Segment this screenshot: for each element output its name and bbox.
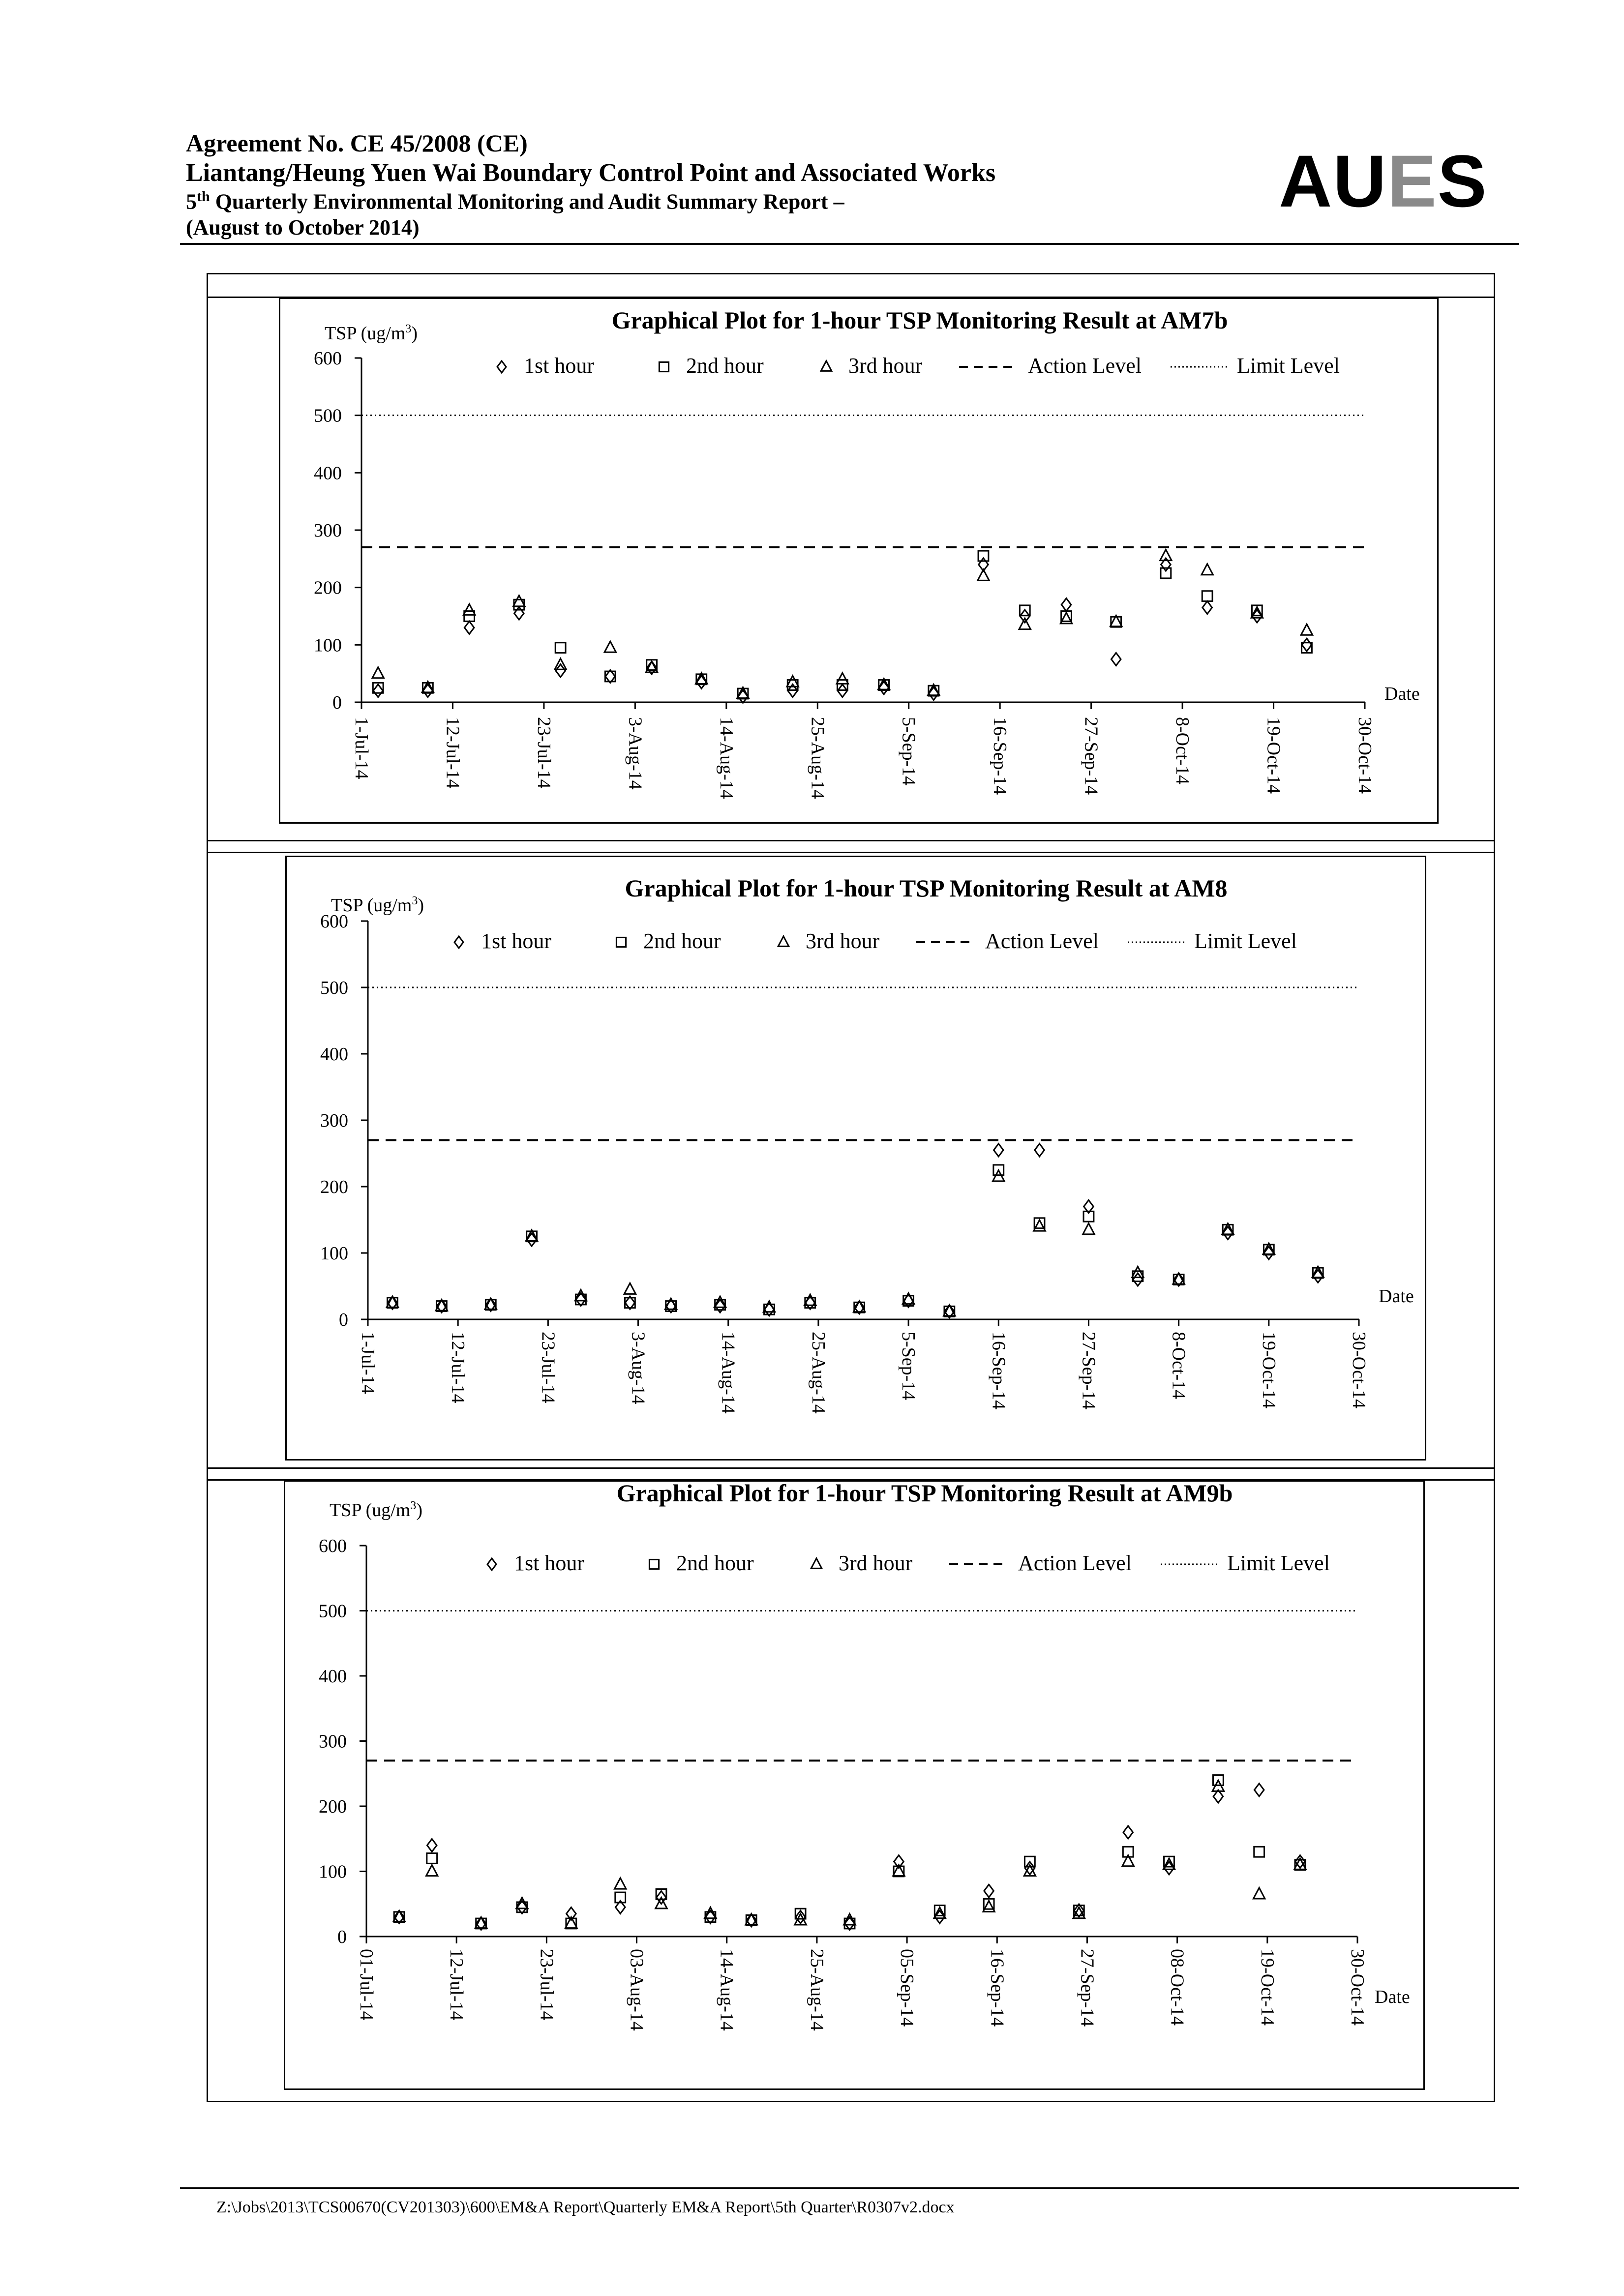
chart-am8	[287, 857, 1428, 1462]
series-triangle	[387, 1170, 1323, 1316]
y-tick-label: 300	[319, 1731, 347, 1752]
data-point	[1203, 601, 1212, 614]
data-point	[1254, 1784, 1264, 1796]
chart-panel-am7b	[279, 298, 1439, 824]
x-tick-label: 19-Oct-14	[1263, 717, 1284, 794]
y-tick-label: 600	[320, 911, 348, 932]
x-tick-label: 30-Oct-14	[1354, 717, 1375, 794]
frame-divider-2	[208, 1467, 1494, 1469]
x-tick-label: 19-Oct-14	[1258, 1332, 1279, 1409]
y-tick-label: 600	[314, 348, 342, 369]
data-point	[514, 607, 524, 620]
data-point	[1202, 591, 1212, 601]
legend-marker-square	[659, 362, 668, 371]
agreement-number: Agreement No. CE 45/2008 (CE)	[186, 129, 528, 157]
y-tick-label: 200	[319, 1796, 347, 1817]
chart-am7b	[280, 299, 1440, 825]
chart-title: Graphical Plot for 1-hour TSP Monitoring Result at AM8	[625, 874, 1228, 902]
x-tick-label: 8-Oct-14	[1172, 717, 1193, 785]
legend-label: Action Level	[1028, 354, 1142, 378]
legend-label: Limit Level	[1194, 929, 1297, 953]
data-point	[1202, 564, 1213, 575]
legend-label: 3rd hour	[839, 1551, 913, 1575]
y-tick-label: 500	[320, 978, 348, 998]
x-tick-label: 30-Oct-14	[1347, 1949, 1368, 2026]
legend-label: Limit Level	[1227, 1551, 1330, 1575]
x-tick-label: 16-Sep-14	[988, 1332, 1009, 1410]
x-tick-label: 23-Jul-14	[538, 1332, 559, 1403]
x-tick-label: 08-Oct-14	[1167, 1949, 1188, 2026]
x-tick-label: 14-Aug-14	[716, 1949, 737, 2031]
x-tick-label: 23-Jul-14	[536, 1949, 557, 2021]
legend	[454, 929, 1297, 953]
chart-title: Graphical Plot for 1-hour TSP Monitoring Result at AM7b	[611, 306, 1228, 334]
x-tick-label: 16-Sep-14	[987, 1949, 1008, 2027]
data-point	[463, 604, 475, 615]
legend-label: 1st hour	[514, 1551, 584, 1575]
legend	[497, 354, 1340, 378]
x-tick-label: 27-Sep-14	[1078, 1332, 1099, 1410]
data-point	[984, 1884, 994, 1897]
series-diamond	[373, 558, 1312, 703]
data-point	[615, 1878, 626, 1889]
legend-marker-triangle	[821, 361, 832, 371]
x-tick-label: 23-Jul-14	[533, 717, 554, 789]
x-tick-label: 27-Sep-14	[1081, 717, 1102, 795]
y-axis-label-close: )	[416, 1500, 422, 1521]
data-point	[1253, 1888, 1264, 1899]
series-square	[394, 1775, 1305, 1929]
report-quarter-number: 5	[186, 190, 197, 214]
chart-am9b	[285, 1479, 1426, 2091]
logo-text-au: AU	[1279, 140, 1387, 222]
y-tick-label: 100	[314, 635, 342, 656]
chart-title: Graphical Plot for 1-hour TSP Monitoring Result at AM9b	[616, 1479, 1233, 1507]
footer-rule	[180, 2187, 1519, 2189]
logo-text-e: E	[1387, 140, 1438, 222]
data-point	[624, 1283, 635, 1294]
legend-label: 2nd hour	[676, 1551, 754, 1575]
data-point	[1301, 624, 1312, 635]
legend-label: 3rd hour	[848, 354, 923, 378]
y-axis-label-close: )	[411, 323, 418, 344]
x-tick-label: 8-Oct-14	[1168, 1332, 1189, 1400]
report-period: (August to October 2014)	[186, 215, 420, 239]
legend-marker-triangle	[778, 936, 789, 946]
y-tick-label: 100	[319, 1861, 347, 1882]
y-tick-label: 400	[320, 1044, 348, 1065]
x-tick-label: 19-Oct-14	[1257, 1949, 1278, 2026]
aues-logo	[1279, 139, 1488, 224]
x-tick-label: 14-Aug-14	[718, 1332, 739, 1414]
x-tick-label: 12-Jul-14	[442, 717, 463, 789]
x-axis-label: Date	[1375, 1987, 1410, 2007]
y-axis-label: TSP $(ug/m^3)$	[331, 895, 424, 916]
y-tick-label: 500	[319, 1601, 347, 1622]
data-point	[1083, 1223, 1094, 1234]
y-axis-label: TSP $(ug/m^3)$	[325, 323, 418, 344]
data-point	[427, 1853, 437, 1864]
frame-divider-1	[208, 840, 1494, 841]
data-point	[464, 621, 474, 634]
y-axis-label: TSP $(ug/m^3)$	[330, 1499, 422, 1521]
data-point	[555, 643, 566, 653]
data-point	[1302, 638, 1312, 651]
data-point	[1254, 1847, 1264, 1857]
y-tick-label: 600	[319, 1536, 347, 1556]
legend-label: 3rd hour	[806, 929, 880, 953]
legend-marker-triangle	[811, 1558, 822, 1568]
x-tick-label: 01-Jul-14	[356, 1949, 377, 2021]
data-point	[464, 611, 475, 622]
x-tick-label: 16-Sep-14	[990, 717, 1011, 795]
legend-marker-square	[616, 937, 626, 947]
y-tick-label: 100	[320, 1243, 348, 1264]
data-point	[837, 673, 848, 684]
data-point	[1035, 1144, 1045, 1157]
data-point	[978, 551, 989, 561]
y-tick-label: 200	[314, 577, 342, 598]
series-triangle	[393, 1780, 1306, 1928]
logo-text-s: S	[1437, 140, 1488, 222]
data-point	[625, 1298, 635, 1308]
data-point	[513, 596, 525, 606]
x-tick-label: 12-Jul-14	[448, 1332, 469, 1403]
x-tick-label: 5-Sep-14	[898, 717, 919, 786]
x-tick-label: 5-Sep-14	[898, 1332, 919, 1401]
chart-panel-am9b	[284, 1480, 1425, 2090]
data-point	[427, 1839, 437, 1852]
report-quarter-suffix: th	[197, 188, 210, 205]
x-tick-label: 3-Aug-14	[625, 717, 646, 790]
y-tick-label: 400	[314, 463, 342, 484]
data-point	[983, 1901, 994, 1911]
series-square	[373, 551, 1312, 699]
y-tick-label: 0	[339, 1310, 348, 1330]
data-point	[373, 685, 383, 697]
legend-marker-diamond	[487, 1558, 496, 1570]
y-axis-label-sup: 3	[410, 1499, 417, 1512]
legend-label: Limit Level	[1237, 354, 1340, 378]
header-rule	[180, 243, 1519, 245]
file-path: Z:\Jobs\2013\TCS00670(CV201303)\600\EM&A Report\Quarterly EM&A Report\5th Quarter\R0307v2.docx	[216, 2198, 955, 2216]
x-tick-label: 1-Jul-14	[351, 717, 372, 779]
legend-label: 2nd hour	[643, 929, 721, 953]
data-point	[1133, 1273, 1143, 1286]
legend-label: 1st hour	[481, 929, 551, 953]
project-title: Liantang/Heung Yuen Wai Boundary Control Point and Associated Works	[186, 159, 996, 187]
x-tick-label: 27-Sep-14	[1077, 1949, 1098, 2027]
legend-label: 2nd hour	[686, 354, 764, 378]
data-point	[1034, 1220, 1045, 1231]
y-tick-label: 200	[320, 1177, 348, 1197]
x-tick-label: 25-Aug-14	[808, 1332, 829, 1414]
report-title-text: Quarterly Environmental Monitoring and Audit Summary Report –	[210, 190, 844, 214]
x-tick-label: 14-Aug-14	[716, 717, 737, 799]
x-axis-label: Date	[1379, 1286, 1414, 1307]
x-tick-label: 03-Aug-14	[626, 1949, 647, 2031]
data-point	[426, 1865, 438, 1876]
x-axis-label: Date	[1384, 684, 1420, 704]
x-tick-label: 05-Sep-14	[897, 1949, 918, 2027]
x-tick-label: 3-Aug-14	[628, 1332, 649, 1404]
data-point	[1061, 598, 1071, 611]
x-tick-label: 25-Aug-14	[806, 1949, 827, 2031]
frame-divider-1b	[208, 852, 1494, 853]
data-point	[1213, 1790, 1223, 1803]
legend-marker-diamond	[497, 361, 506, 373]
data-point	[604, 641, 616, 652]
data-point	[805, 1298, 815, 1308]
legend-label: 1st hour	[524, 354, 594, 378]
x-tick-label: 12-Jul-14	[446, 1949, 467, 2021]
legend-label: Action Level	[1018, 1551, 1132, 1575]
legend-marker-square	[649, 1559, 659, 1569]
data-point	[372, 667, 384, 678]
y-tick-label: 400	[319, 1666, 347, 1687]
y-tick-label: 300	[314, 520, 342, 541]
data-point	[764, 1304, 775, 1314]
chart-panel-am8	[285, 856, 1426, 1461]
x-tick-label: 25-Aug-14	[807, 717, 828, 799]
y-axis-label-close: )	[418, 895, 424, 916]
data-point	[994, 1144, 1004, 1157]
data-point	[1161, 568, 1171, 578]
y-axis-label-sup: 3	[405, 323, 412, 335]
legend-marker-diamond	[454, 936, 463, 948]
data-point	[1019, 619, 1030, 629]
data-point	[1123, 1826, 1133, 1839]
y-tick-label: 0	[332, 692, 342, 713]
y-tick-label: 300	[320, 1110, 348, 1131]
data-point	[605, 671, 615, 682]
x-tick-label: 1-Jul-14	[358, 1332, 378, 1394]
x-tick-label: 30-Oct-14	[1349, 1332, 1369, 1409]
y-axis-label-sup: 3	[412, 895, 418, 907]
legend	[487, 1551, 1330, 1575]
legend-label: Action Level	[985, 929, 1099, 953]
y-tick-label: 500	[314, 405, 342, 426]
y-tick-label: 0	[337, 1927, 347, 1947]
data-point	[1111, 653, 1121, 666]
